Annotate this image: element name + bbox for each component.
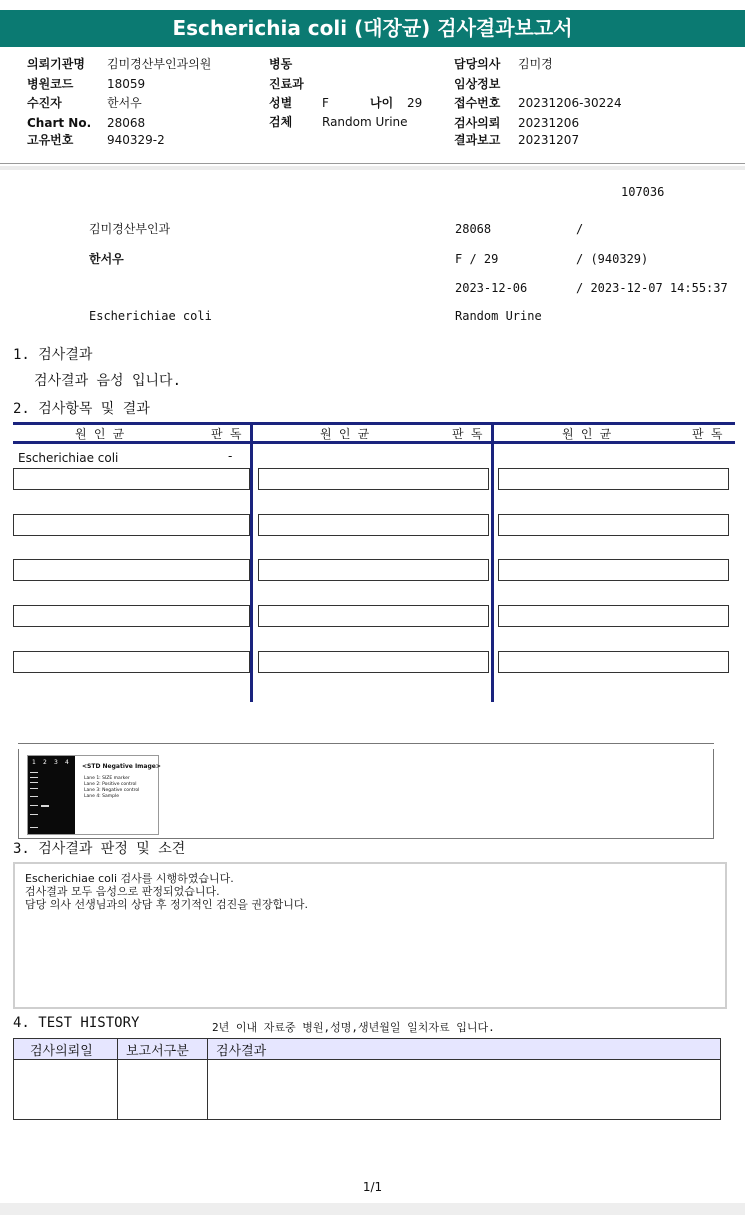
age-label: 나이 — [370, 96, 394, 110]
row1-pathogen: Escherichiae coli — [18, 451, 119, 465]
gel-lane-desc: Lane 2: Positive control — [84, 782, 137, 787]
grid-divider-2 — [491, 422, 494, 702]
chart-label: Chart No. — [27, 116, 92, 130]
section2-heading: 2. 검사항목 및 결과 — [13, 401, 150, 417]
hospital-code-value: 18059 — [107, 77, 146, 91]
receipt-label: 접수번호 — [454, 96, 501, 110]
col-judgement-2: 판 독 — [452, 427, 483, 441]
result-cell — [13, 559, 250, 581]
opinion-box — [13, 862, 727, 1009]
summary-institution: 김미경산부인과 — [89, 222, 171, 236]
section1-text: 검사결과 음성 입니다. — [34, 373, 182, 389]
result-cell — [13, 468, 250, 490]
result-cell — [258, 468, 489, 490]
result-label: 결과보고 — [454, 133, 501, 147]
dept-label: 진료과 — [269, 77, 304, 91]
gel-band — [30, 782, 38, 783]
summary-chart-no: 28068 — [455, 222, 492, 236]
gel-lane-number: 4 — [65, 759, 69, 766]
sex-label: 성별 — [269, 96, 293, 110]
section1-heading: 1. 검사결과 — [13, 347, 93, 363]
result-cell — [498, 651, 729, 673]
gel-lane-number: 3 — [54, 759, 58, 766]
result-cell — [13, 605, 250, 627]
summary-code: 107036 — [621, 185, 665, 199]
opinion-line: 검사결과 모두 음성으로 판정되었습니다. — [25, 885, 220, 898]
gel-band — [30, 772, 38, 773]
chart-value: 28068 — [107, 116, 146, 130]
history-cell — [14, 1060, 118, 1120]
summary-birth: / (940329) — [576, 252, 649, 266]
gel-band — [41, 805, 49, 807]
report-title: Escherichia coli (대장균) 검사결과보고서 — [0, 10, 745, 47]
request-label: 검사의뢰 — [454, 116, 501, 130]
opinion-line: 담당 의사 선생님과의 상담 후 정기적인 검진을 권장합니다. — [25, 898, 308, 911]
institution-label: 의뢰기관명 — [27, 57, 85, 71]
unique-value: 940329-2 — [107, 133, 165, 147]
doctor-value: 김미경 — [518, 57, 553, 71]
clinical-label: 임상정보 — [454, 77, 501, 91]
unique-label: 고유번호 — [27, 133, 74, 147]
gel-lane-number: 2 — [43, 759, 47, 766]
hospital-code-label: 병원코드 — [27, 77, 74, 91]
history-note: 2년 이내 자료중 병원,성명,생년월일 일치자료 입니다. — [212, 1021, 495, 1034]
history-cell — [208, 1060, 721, 1120]
history-col-request: 검사의뢰일 — [14, 1039, 118, 1060]
sex-value: F — [322, 96, 329, 110]
result-cell — [258, 605, 489, 627]
grid-divider-1 — [250, 422, 253, 702]
gel-band — [30, 788, 38, 789]
history-col-report-type: 보고서구분 — [118, 1039, 208, 1060]
header-shade — [0, 166, 745, 170]
institution-value: 김미경산부인과의원 — [107, 57, 212, 71]
image-top-rule — [18, 743, 714, 744]
patient-value: 한서우 — [107, 96, 142, 110]
col-pathogen-3: 원 인 균 — [562, 427, 612, 441]
result-cell — [498, 468, 729, 490]
result-cell — [498, 605, 729, 627]
col-pathogen-2: 원 인 균 — [320, 427, 370, 441]
receipt-value: 20231206-30224 — [518, 96, 622, 110]
specimen-label: 검체 — [269, 115, 293, 129]
result-cell — [258, 559, 489, 581]
gel-lane-desc: Lane 3: Negative control — [84, 788, 140, 793]
gel-band — [30, 805, 38, 806]
summary-chart-slash: / — [576, 222, 584, 236]
gel-band — [30, 827, 38, 828]
result-cell — [258, 651, 489, 673]
section3-heading: 3. 검사결과 판정 및 소견 — [13, 841, 186, 857]
gel-photo — [28, 756, 75, 834]
history-col-result: 검사결과 — [208, 1039, 721, 1060]
gel-image — [27, 755, 159, 835]
section4-heading: 4. TEST HISTORY — [13, 1015, 140, 1031]
gel-band — [30, 814, 38, 815]
age-value: 29 — [407, 96, 423, 110]
specimen-value: Random Urine — [322, 115, 408, 129]
result-cell — [13, 514, 250, 536]
header-divider — [0, 163, 745, 164]
summary-specimen: Random Urine — [455, 309, 542, 323]
history-table — [13, 1038, 721, 1120]
gel-lane-number: 1 — [32, 759, 36, 766]
summary-sex-age: F / 29 — [455, 252, 499, 266]
summary-patient: 한서우 — [89, 252, 124, 266]
doctor-label: 담당의사 — [454, 57, 501, 71]
patient-label: 수진자 — [27, 96, 62, 110]
col-judgement-3: 판 독 — [692, 427, 723, 441]
summary-reported: / 2023-12-07 14:55:37 — [576, 281, 728, 295]
row1-judgement: - — [228, 449, 233, 463]
page-number: 1/1 — [362, 1180, 383, 1194]
ward-label: 병동 — [269, 57, 293, 71]
result-value: 20231207 — [518, 133, 580, 147]
gel-band — [30, 777, 38, 778]
gel-band — [30, 796, 38, 797]
summary-test-name: Escherichiae coli — [89, 309, 212, 323]
grid-header-rule — [13, 441, 735, 444]
result-cell — [498, 514, 729, 536]
gel-lane-desc: Lane 4: Sample — [84, 794, 119, 799]
gel-title: <STD Negative Image> — [82, 763, 161, 770]
history-cell — [118, 1060, 208, 1120]
gel-lane-desc: Lane 1: SIZE marker — [84, 776, 130, 781]
result-cell — [13, 651, 250, 673]
summary-received: 2023-12-06 — [455, 281, 528, 295]
col-judgement-1: 판 독 — [211, 427, 242, 441]
col-pathogen-1: 원 인 균 — [75, 427, 125, 441]
opinion-line: Escherichiae coli 검사를 시행하였습니다. — [25, 872, 234, 885]
result-cell — [258, 514, 489, 536]
request-value: 20231206 — [518, 116, 580, 130]
page-bottom-band — [0, 1203, 745, 1215]
result-cell — [498, 559, 729, 581]
